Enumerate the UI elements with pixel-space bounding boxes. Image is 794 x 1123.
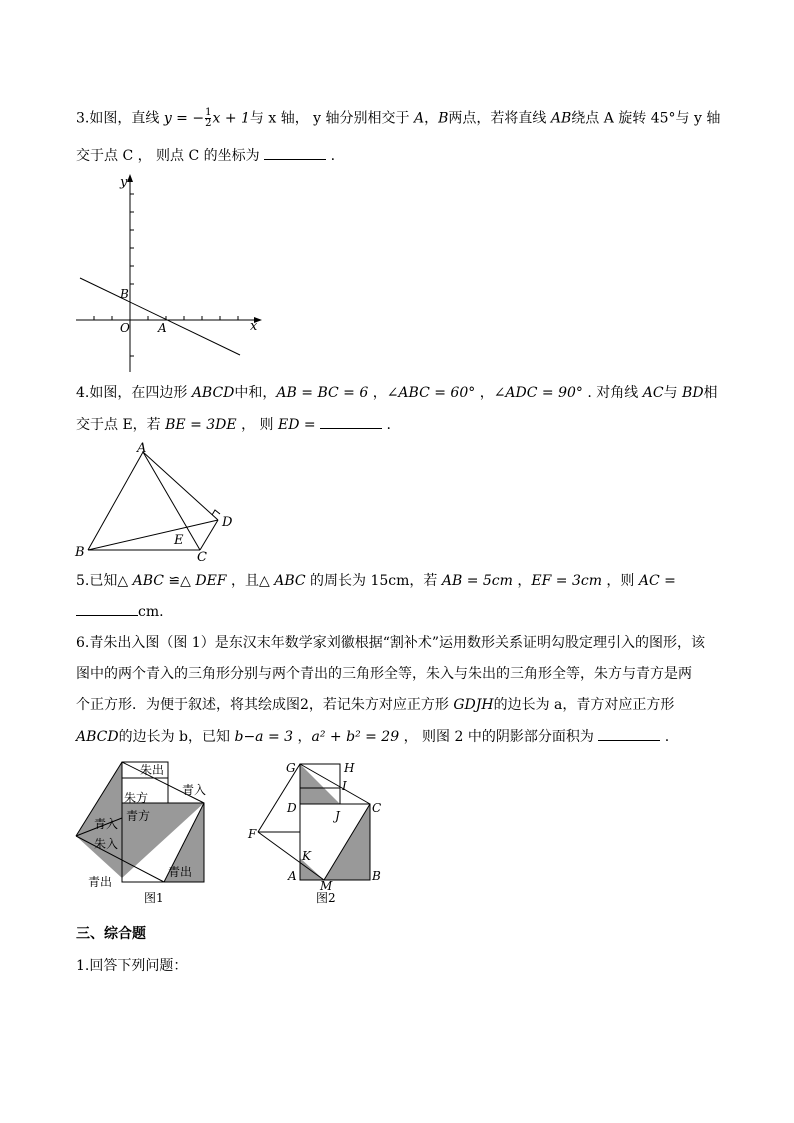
q3-text-c: 两点，若将直线 <box>448 110 551 127</box>
q4-quadrilateral-figure <box>72 440 242 564</box>
q6-line2 <box>76 664 692 684</box>
label-qingru-left: 青入 <box>94 817 119 831</box>
q6-line1 <box>76 633 705 653</box>
q6-text-line3a: 个正方形．为便于叙述，将其绘成图2，若记朱方对应正方形 <box>76 697 454 713</box>
q3-line1 <box>76 108 720 129</box>
q5-tri1: ABC <box>132 573 164 589</box>
section-title: 三、综合题 <box>76 926 146 942</box>
q3-eq-tail: x + 1 <box>212 110 250 127</box>
q5-text-c: 的周长为 15cm，若 <box>305 573 442 589</box>
line-ab <box>80 278 240 355</box>
segment-ab <box>88 452 143 550</box>
label-m: M <box>320 879 333 893</box>
q6-line3 <box>76 695 674 715</box>
q6-comma: ， <box>293 729 312 745</box>
q5-text-b: ，且△ <box>226 573 275 589</box>
q6-square2: ABCD <box>76 729 119 745</box>
q4-cond3: ∠ADC = 90° <box>493 385 583 401</box>
label-qingchu-right: 青出 <box>168 865 193 879</box>
q5-answer-blank[interactable] <box>76 601 138 616</box>
q6-figure2 <box>244 758 384 908</box>
q4-quad: ABCD <box>191 385 235 401</box>
q5-comma: ， <box>512 573 532 589</box>
comp-question-1 <box>76 956 187 976</box>
q5-cond1: AB = 5cm <box>441 573 513 589</box>
y-ticks <box>130 194 134 356</box>
q6-answer-blank[interactable] <box>598 726 660 741</box>
label-h: H <box>344 761 355 775</box>
label-x: x <box>250 319 258 334</box>
q3-text-line2: 交于点 C ， 则点 C 的坐标为 <box>76 148 260 164</box>
label-zhuru: 朱入 <box>94 837 119 851</box>
label-zhufang: 朱方 <box>124 791 149 805</box>
q6-text-line3b: 的边长为 a，青方对应正方形 <box>493 697 675 713</box>
q3-point-a: A <box>413 110 425 127</box>
comp-question-1-text: 1.回答下列问题： <box>76 958 188 974</box>
q3-sep: ， <box>424 110 439 127</box>
q3-frac-num: 1 <box>205 107 212 118</box>
label-y: y <box>120 175 128 190</box>
label-a: A <box>137 441 147 456</box>
label-i: I <box>342 779 347 793</box>
label-qingfang: 青方 <box>126 809 151 823</box>
q5-ask: AC = <box>638 573 676 589</box>
q4-ask: ED = <box>277 417 316 433</box>
q3-text-b: 与 x 轴， y 轴分别相交于 <box>249 110 414 127</box>
q6-text-line4b: ， 则图 2 中的阴影部分面积为 <box>399 729 594 745</box>
q6-line4-end: . <box>664 729 670 745</box>
label-b: B <box>75 545 85 560</box>
q3-text-a: 3.如图，直线 <box>76 110 164 127</box>
caption-fig1: 图1 <box>144 891 164 905</box>
label-o: O <box>120 321 130 335</box>
q4-cond2: ∠ABC = 60° <box>386 385 476 401</box>
q6-text-line2: 图中的两个青入的三角形分别与两个青出的三角形全等，朱入与朱出的三角形全等，朱方与青方是两 <box>76 666 692 682</box>
label-b: B <box>372 869 381 883</box>
q3-coordinate-figure <box>74 172 264 374</box>
section-heading <box>76 924 146 944</box>
q4-cond1: AB = BC = 6 <box>276 385 369 401</box>
q3-text-d: 绕点 A 旋转 45°与 y 轴 <box>571 110 721 127</box>
q4-comma: ， <box>368 385 387 401</box>
q4-text-line2a: 交于点 E，若 <box>76 417 166 433</box>
q4-text-a: 4.如图，在四边形 <box>76 385 192 401</box>
q5-line1 <box>76 571 676 591</box>
q5-line2 <box>76 601 164 622</box>
q6-cond1: b−a = 3 <box>234 729 294 745</box>
label-c: C <box>197 550 207 564</box>
label-c: C <box>372 801 382 815</box>
q4-cond4: BE = 3DE <box>165 417 237 433</box>
q6-line4 <box>76 726 669 747</box>
q6-figure1 <box>72 758 222 908</box>
q5-line2-end: cm. <box>138 604 164 620</box>
label-a: A <box>288 869 297 883</box>
label-b: B <box>120 287 129 301</box>
q5-text-a: 5.已知△ <box>76 573 133 589</box>
label-f: F <box>248 827 257 841</box>
q5-tri2: DEF <box>195 573 227 589</box>
q5-text-d: ，则 <box>601 573 639 589</box>
q5-tri3: ABC <box>274 573 306 589</box>
q4-text-b: 中和， <box>234 385 277 401</box>
label-zhuchu: 朱出 <box>140 763 165 777</box>
q6-cond2: a² + b² = 29 <box>311 729 400 745</box>
q4-comma2: ， <box>475 385 494 401</box>
label-qingru-top: 青入 <box>182 783 207 797</box>
diagonal-bd <box>88 520 218 550</box>
label-a: A <box>158 321 167 335</box>
q3-eq: y = − <box>163 110 205 127</box>
label-k: K <box>302 849 311 863</box>
q4-line2-end: . <box>386 417 391 433</box>
q6-text-line1: 6.青朱出入图（图 1）是东汉末年数学家刘徽根据“割补术”运用数形关系证明勾股定理引入的图形，该 <box>76 635 706 651</box>
q4-line1 <box>76 383 718 403</box>
q4-diag1: AC <box>642 385 664 401</box>
q4-answer-blank[interactable] <box>320 414 382 429</box>
q3-line2-end: . <box>330 148 336 164</box>
q3-line2 <box>76 145 335 166</box>
label-qingchu-left: 青出 <box>88 875 113 889</box>
q5-cond2: EF = 3cm <box>531 573 602 589</box>
q4-text-c: . 对角线 <box>582 385 643 401</box>
label-d: D <box>222 515 233 530</box>
q3-fraction <box>205 108 211 129</box>
label-d: D <box>287 801 297 815</box>
q4-line2 <box>76 414 391 435</box>
q3-answer-blank[interactable] <box>264 145 326 160</box>
label-g: G <box>286 761 296 775</box>
segment-cd <box>200 520 218 550</box>
q3-frac-den: 2 <box>205 118 212 129</box>
segment-da <box>143 452 218 520</box>
caption-fig2: 图2 <box>316 891 336 905</box>
right-angle-mark <box>212 510 220 515</box>
q5-cong: ≌△ <box>163 573 196 589</box>
y-axis-arrow <box>127 174 133 182</box>
q4-text-e: 相 <box>703 385 718 401</box>
q4-text-line2b: ， 则 <box>236 417 278 433</box>
q4-text-d: 与 <box>663 385 683 401</box>
q6-square1: GDJH <box>453 697 494 713</box>
q3-line-ab: AB <box>550 110 572 127</box>
q6-text-line4a: 的边长为 b，已知 <box>118 729 235 745</box>
q4-diag2: BD <box>682 385 704 401</box>
label-j: J <box>335 809 340 823</box>
label-e: E <box>174 533 184 548</box>
q3-point-b: B <box>438 110 449 127</box>
